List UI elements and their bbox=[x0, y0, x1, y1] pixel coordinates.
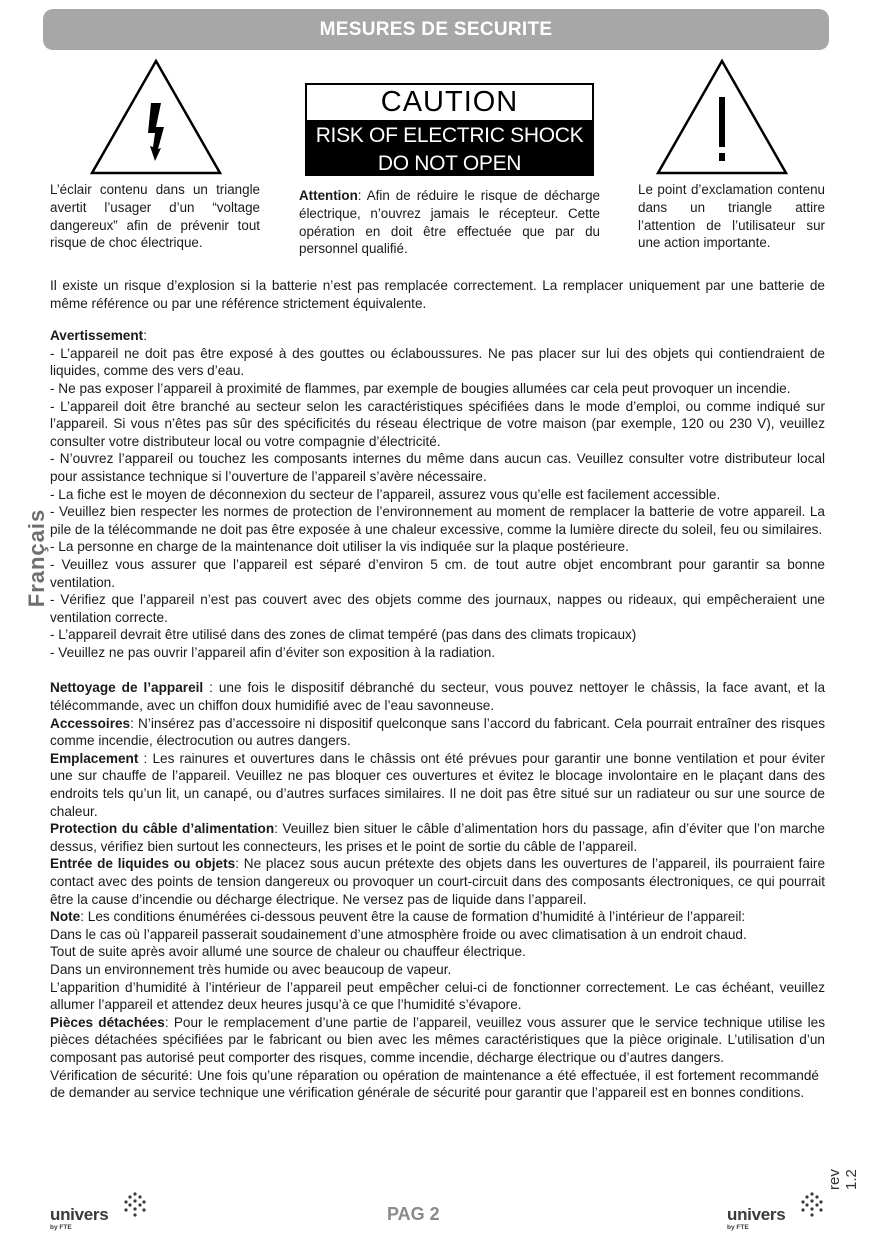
battery-warning: Il existe un risque d’explosion si la batterie n’est pas remplacée correctement. La remplacer uniquement par une batterie de même référence ou par une référence strictement équivalente. bbox=[50, 278, 825, 311]
warning-item: - La fiche est le moyen de déconnexion du secteur de l’appareil, assurez vous qu’elle est facilement accessible. bbox=[50, 486, 721, 502]
exclamation-warning-icon bbox=[654, 57, 790, 177]
logo-word: univers bbox=[727, 1205, 786, 1224]
brand-logo-right bbox=[727, 1191, 827, 1233]
language-tab: Français bbox=[24, 508, 49, 608]
warning-item: - Veuillez ne pas ouvrir l’appareil afin d’éviter son exposition à la radiation. bbox=[50, 644, 496, 660]
warning-item: - Ne pas exposer l’appareil à proximité de flammes, par exemple de bougies allumées car cela peut provoquer un incendie. bbox=[50, 380, 791, 396]
warning-item: - Veuillez bien respecter les normes de protection de l’environnement au moment de remplacer la batterie de votre appareil. La pile de la télécommande ne doit pas être exposée à une chaleur excessive, comme la lumière directe du soleil, feu ou similaires. bbox=[50, 504, 825, 537]
note-line: Tout de suite après avoir allumé une source de chaleur ou chauffeur électrique. bbox=[50, 944, 526, 960]
attention-label: Attention bbox=[299, 188, 358, 203]
warning-item: - L’appareil ne doit pas être exposé à des gouttes ou éclaboussures. Ne pas placer sur lui des objets qui contiendraient de liquides, comme des vers d’eau. bbox=[50, 345, 825, 379]
main-text bbox=[50, 277, 825, 1102]
logo-dots-icon bbox=[122, 1191, 148, 1217]
logo-dots-icon bbox=[799, 1191, 825, 1217]
note-line: Dans le cas où l’appareil passerait soudainement d’une atmosphère froide ou avec climatisation à un endroit chaud. bbox=[50, 926, 747, 942]
section-placement: Emplacement : Les rainures et ouvertures dans le châssis ont été prévues pour garantir une bonne ventilation et pour éviter une sur chauffe de l’appareil. Veuillez ne pas bloquer ces ouvertures et évitez le blocage involontaire en le plaçant dans des endroits tels qu’un lit, un canapé, ou d’autres surfaces similaires. Il ne doit pas être situé sur un radiateur ou sur une source de chaleur. bbox=[50, 750, 825, 819]
warning-item: - N’ouvrez l’appareil ou touchez les composants internes du même dans aucun cas. Veuillez consulter votre distributeur local pour assistance technique si l’ouverture de l’appareil s’avère nécessaire. bbox=[50, 451, 825, 484]
section-liquids: Entrée de liquides ou objets: Ne placez sous aucun prétexte des objets dans les ouvertures de l’appareil, ils pourraient faire contact avec des points de tension dangereux ou provoquer un court-circuit dans des composants électroniques, ce qui pourrait être la cause d’incendie ou décharge électrique. Ne versez pas de liquide dans l’appareil. bbox=[50, 856, 825, 907]
warning-item: - Veuillez vous assurer que l’appareil est séparé d’environ 5 cm. de tout autre objet encombrant pour garantir sa bonne ventilation. bbox=[50, 556, 825, 590]
page-title: MESURES DE SECURITE bbox=[319, 18, 553, 40]
section-accessories: Accessoires: N’insérez pas d’accessoire ni dispositif quelconque sans l’accord du fabricant. Cela pourrait entraîner des risques comme incendie, électrocution ou autres dangers. bbox=[50, 715, 825, 749]
logo-byline: by FTE bbox=[727, 1224, 749, 1231]
caution-line-3: DO NOT OPEN bbox=[377, 152, 522, 175]
logo-byline: by FTE bbox=[50, 1224, 72, 1231]
warning-item: - L’appareil devrait être utilisé dans des zones de climat tempéré (pas dans des climats tropicaux) bbox=[50, 627, 637, 643]
attention-note: Attention: Afin de réduire le risque de décharge électrique, n’ouvrez jamais le récepteur. Cette opération en doit être effectuée que par du personnel qualifié. bbox=[299, 188, 600, 257]
brand-logo-left bbox=[50, 1191, 150, 1233]
caution-label bbox=[305, 83, 594, 176]
note-line: L’apparition d’humidité à l’intérieur de l’appareil peut empêcher celui-ci de fonctionner correctement. Le cas échéant, veuillez allumer l’appareil et attendez deux heures jusqu’à ce que l’humidité s’évapore. bbox=[50, 979, 825, 1013]
page-header bbox=[43, 9, 829, 50]
revision-label: rev 1.2 bbox=[826, 1169, 860, 1190]
exclamation-note: Le point d’exclamation contenu dans un triangle attire l’attention de l’utilisateur sur une action importante. bbox=[638, 182, 825, 251]
warning-item: - La personne en charge de la maintenance doit utiliser la vis indiquée sur la plaque postérieure. bbox=[50, 539, 629, 555]
section-cleaning: Nettoyage de l’appareil : une fois le dispositif débranché du secteur, vous pouvez nettoyer le châssis, la face avant, et la télécommande, avec un chiffon doux humidifié avec de l’eau savonneuse. bbox=[50, 680, 825, 714]
warning-heading: Avertissement: bbox=[50, 328, 147, 344]
caution-line-2: RISK OF ELECTRIC SHOCK bbox=[315, 124, 584, 147]
page-number: PAG 2 bbox=[387, 1204, 440, 1224]
section-power-cable: Protection du câble d’alimentation: Veuillez bien situer le câble d’alimentation hors du passage, afin d’éviter que l’on marche dessus, vérifiez bien surtout les connecteurs, les prises et le point de sortie du câble de l’appareil. bbox=[50, 821, 825, 854]
lightning-note: L’éclair contenu dans un triangle avertit l’usager d’un “voltage dangereux” afin de prévenir tout risque de choc électrique. bbox=[50, 182, 260, 251]
logo-word: univers bbox=[50, 1205, 109, 1224]
note-line: Dans un environnement très humide ou avec beaucoup de vapeur. bbox=[50, 961, 452, 977]
warning-item: - L’appareil doit être branché au secteur selon les caractéristiques spécifiées dans le mode d’emploi, ou comme indiqué sur l’appareil. Si vous n’êtes pas sûr des spécificités du réseau électrique de votre maison (par exemple, 120 ou 230 V), veuillez consulter votre distributeur local ou votre compagnie d’électricité. bbox=[50, 398, 825, 449]
warning-item: - Vérifiez que l’appareil n’est pas couvert avec des objets comme des journaux, nappes ou rideaux, qui empêcheraient une ventilation correcte. bbox=[50, 592, 825, 625]
section-note: Note: Les conditions énumérées ci-dessous peuvent être la cause de formation d’humidité à l’intérieur de l’appareil: bbox=[50, 909, 746, 925]
section-spare-parts: Pièces détachées: Pour le remplacement d’une partie de l’appareil, veuillez vous assurer que le service technique utilise les pièces détachées spécifiées par le fabricant ou bien avec les mêmes caractéristiques que la pièce originale. L’utilisation d’un composant pas autorisé peut comporter des risques, comme incendie, décharge électrique ou d’autres dangers. bbox=[50, 1014, 825, 1065]
caution-title: CAUTION bbox=[307, 85, 592, 120]
electric-shock-warning-icon bbox=[88, 57, 224, 177]
section-safety-check: Vérification de sécurité: Une fois qu’une réparation ou opération de maintenance a été effectuée, il est fortement recommandé de demander au service technique une vérification générale de sécurité pour garantir que l’appareil est en bonnes conditions. bbox=[50, 1067, 819, 1101]
